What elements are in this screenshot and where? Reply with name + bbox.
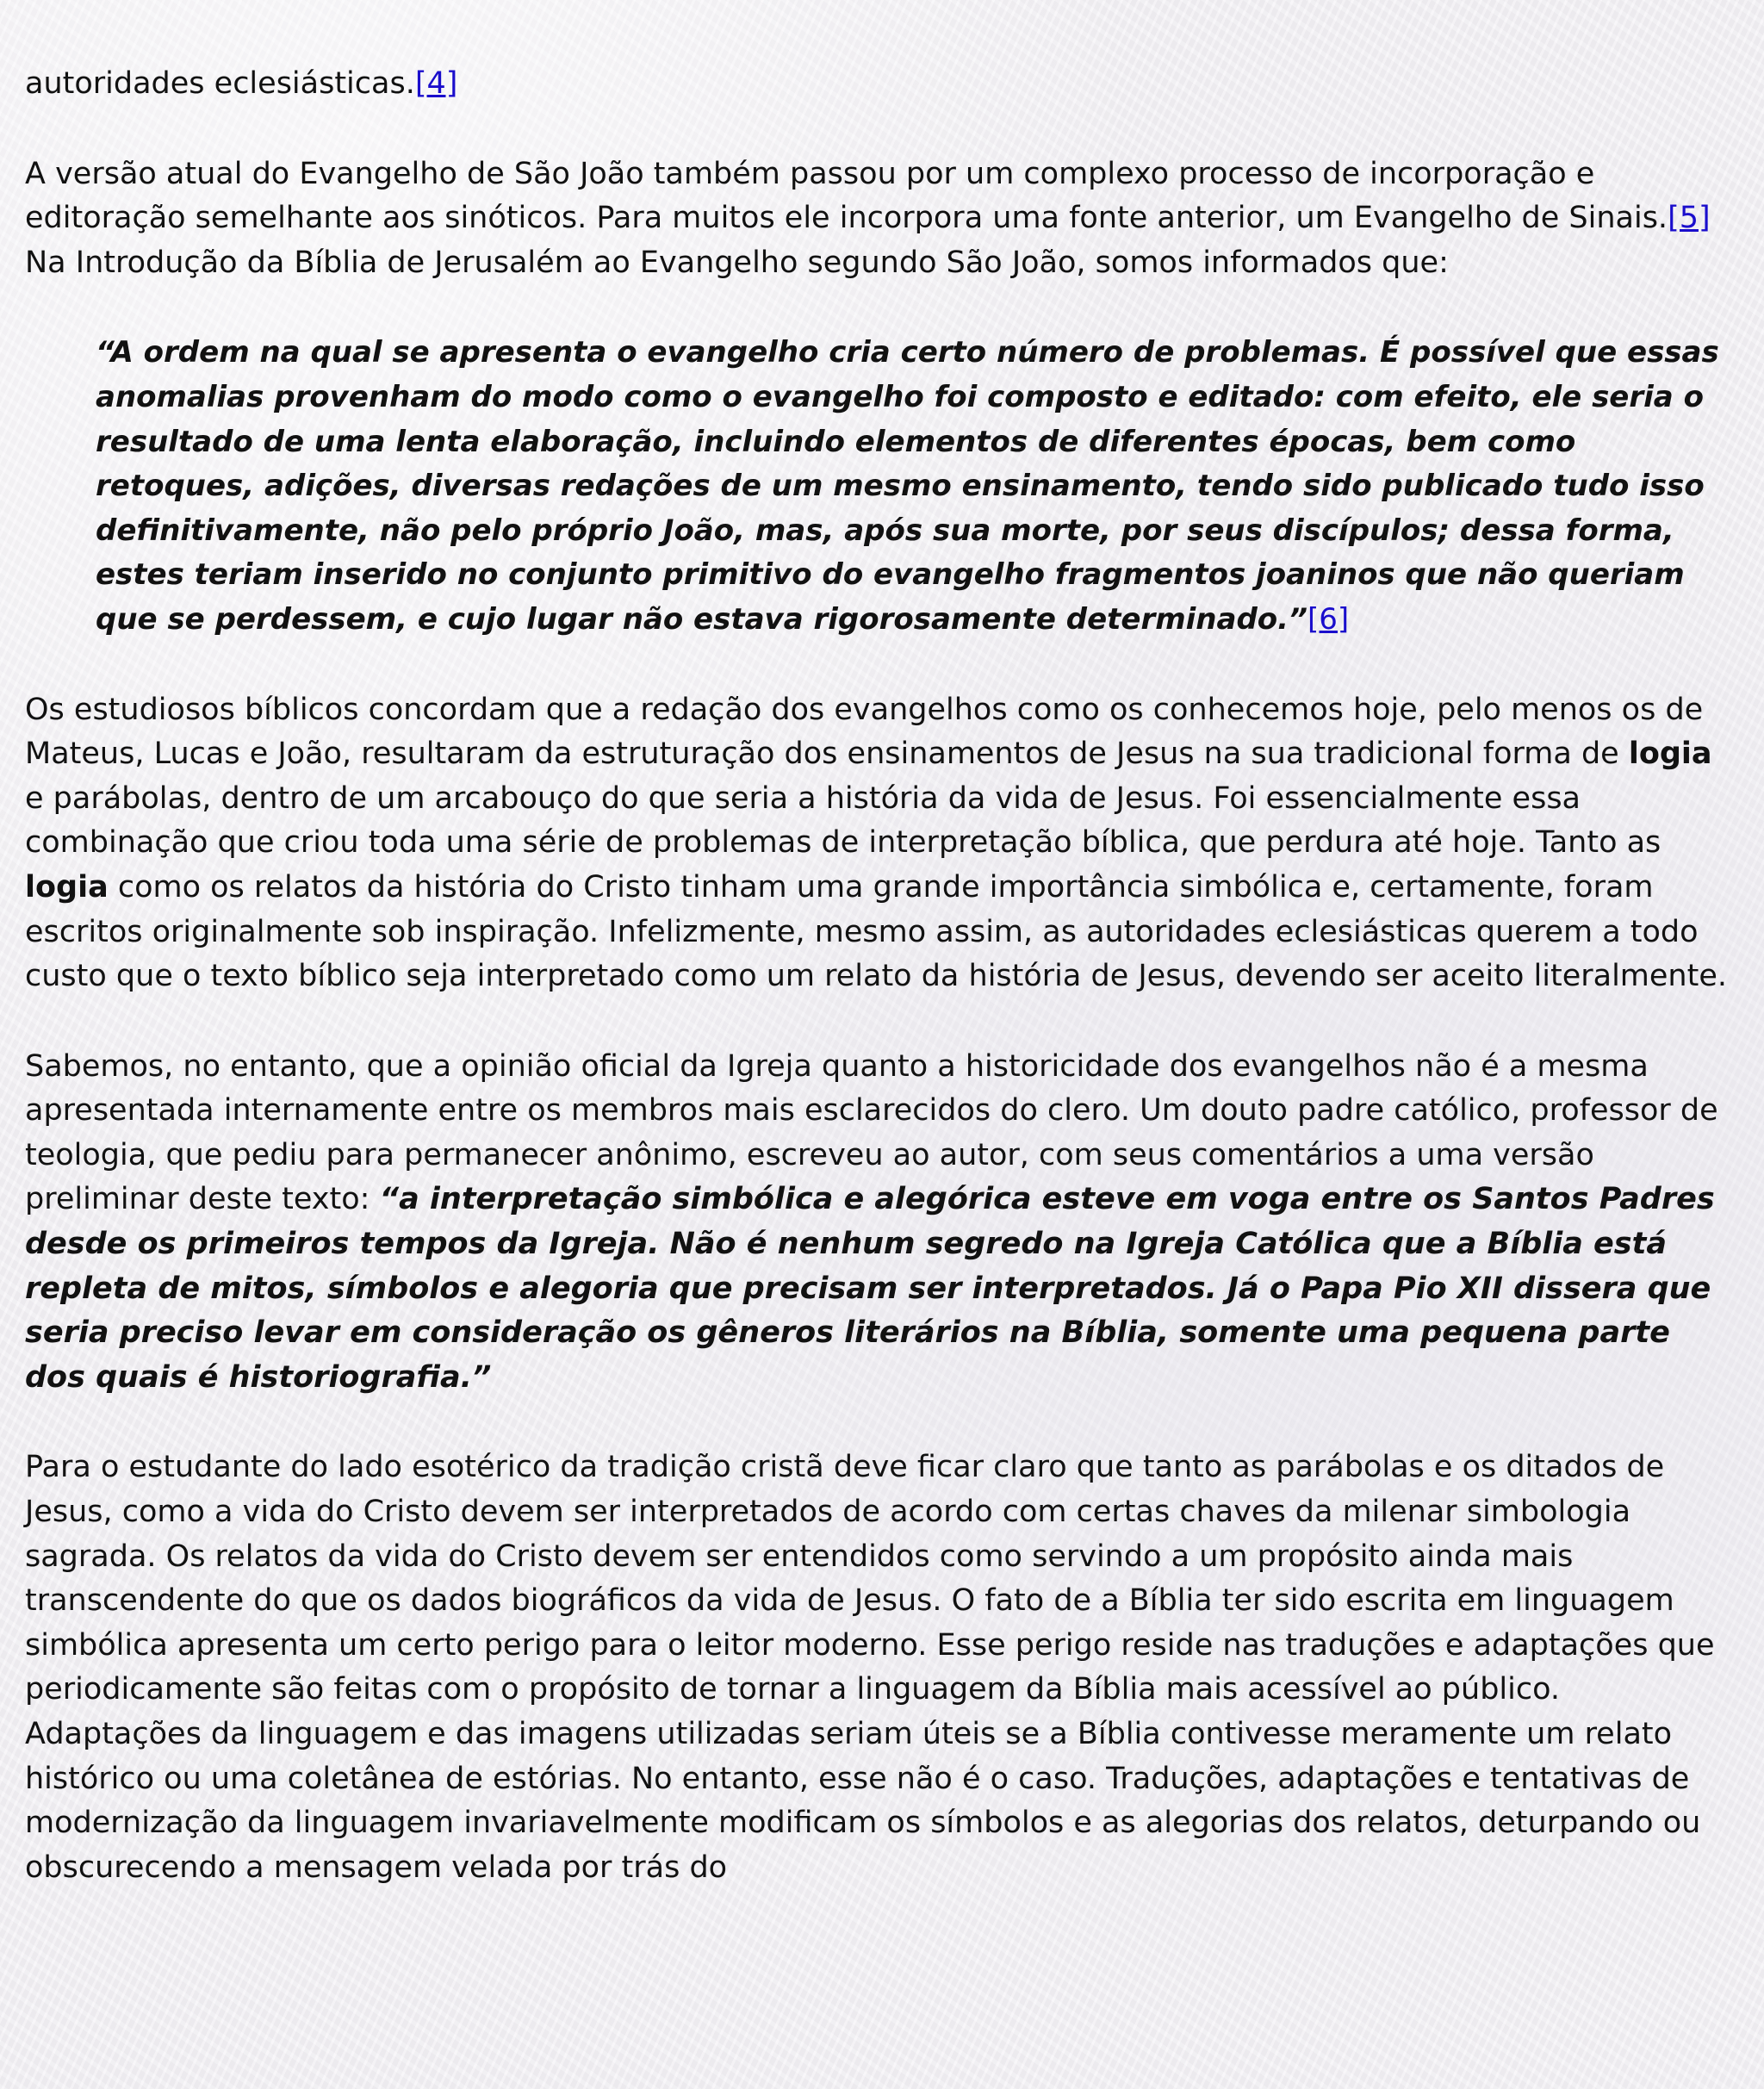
footnote-link-6[interactable]: [6] bbox=[1307, 601, 1350, 637]
paragraph-3-text-a: Os estudiosos bíblicos concordam que a redação dos evangelhos como os conhecemos hoje, pelo menos os de Mateus, Lucas e João, resultaram da estruturação dos ensinamentos de Jesus na sua tradicional forma de bbox=[25, 692, 1704, 772]
paragraph-3 bbox=[25, 688, 1739, 999]
term-logia: logia bbox=[1628, 737, 1712, 772]
term-logia: logia bbox=[25, 869, 109, 905]
paragraph-4 bbox=[25, 1045, 1739, 1401]
footnote-link-4[interactable]: [4] bbox=[414, 66, 458, 101]
block-quote bbox=[96, 331, 1736, 642]
paragraph-5-text: Para o estudante do lado esotérico da tradição cristã deve ficar claro que tanto as parábolas e os ditados de Jesus, como a vida do Cristo devem ser interpretados de acordo com certas chaves da milenar simbologia sagrada. Os relatos da vida do Cristo devem ser entendidos como servindo a um propósito ainda mais transcendente do que os dados biográficos da vida de Jesus. O fato de a Bíblia ter sido escrita em linguagem simbólica apresenta um certo perigo para o leitor moderno. Esse perigo reside nas traduções e adaptações que periodicamente são feitas com o propósito de tornar a linguagem da Bíblia mais acessível ao público. Adaptações da linguagem e das imagens utilizadas seriam úteis se a Bíblia contivesse meramente um relato histórico ou uma coletânea de estórias. No entanto, esse não é o caso. Traduções, adaptações e tentativas de modernização da linguagem invariavelmente modificam os símbolos e as alegorias dos relatos, deturpando ou obscurecendo a mensagem velada por trás do bbox=[25, 1450, 1715, 1885]
paragraph-5 bbox=[25, 1446, 1739, 1890]
priest-quote: “a interpretação simbólica e alegórica esteve em voga entre os Santos Padres desde os primeiros tempos da Igreja. Não é nenhum segredo na Igreja Católica que a Bíblia está repleta de mitos, símbolos e alegoria que precisam ser interpretados. Já o Papa Pio XII dissera que seria preciso levar em consideração os gêneros literários na Bíblia, somente uma pequena parte dos quais é historiografia.” bbox=[25, 1182, 1715, 1395]
paragraph-3-text-c: como os relatos da história do Cristo tinham uma grande importância simbólica e, certamente, foram escritos originalmente sob inspiração. Infelizmente, mesmo assim, as autoridades eclesiásticas querem a todo custo que o texto bíblico seja interpretado como um relato da história de Jesus, devendo ser aceito literalmente. bbox=[25, 869, 1727, 994]
paragraph-4-text: Sabemos, no entanto, que a opinião oficial da Igreja quanto a historicidade dos evangelhos não é a mesma apresentada internamente entre os membros mais esclarecidos do clero. Um douto padre católico, professor de teologia, que pediu para permanecer anônimo, escreveu ao autor, com seus comentários a uma versão preliminar deste texto: bbox=[25, 1048, 1718, 1217]
paragraph-1-text: autoridades eclesiásticas. bbox=[25, 66, 415, 101]
paragraph-3-text-b: e parábolas, dentro de um arcabouço do que seria a história da vida de Jesus. Foi essencialmente essa combinação que criou toda uma série de problemas de interpretação bíblica, que perdura até hoje. Tanto as bbox=[25, 780, 1662, 861]
paragraph-2 bbox=[25, 152, 1739, 286]
block-quote-text: “A ordem na qual se apresenta o evangelho cria certo número de problemas. É possível que essas anomalias provenham do modo como o evangelho foi composto e editado: com efeito, ele seria o resultado de uma lenta elaboração, incluindo elementos de diferentes épocas, bem como retoques, adições, diversas redações de um mesmo ensinamento, tendo sido publicado tudo isso definitivamente, não pelo próprio João, mas, após sua morte, por seus discípulos; dessa forma, estes teriam inserido no conjunto primitivo do evangelho fragmentos joaninos que não queriam que se perdessem, e cujo lugar não estava rigorosamente determinado.” bbox=[96, 335, 1719, 637]
paragraph-1 bbox=[25, 62, 1739, 107]
footnote-link-5[interactable]: [5] bbox=[1668, 201, 1711, 236]
paragraph-2-text-a: A versão atual do Evangelho de São João também passou por um complexo processo de incorporação e editoração semelhante aos sinóticos. Para muitos ele incorpora uma fonte anterior, um Evangelho de Sinais. bbox=[25, 156, 1668, 236]
paragraph-2-text-b: Na Introdução da Bíblia de Jerusalém ao Evangelho segundo São João, somos informados que: bbox=[25, 245, 1449, 280]
document-body bbox=[25, 62, 1739, 1890]
